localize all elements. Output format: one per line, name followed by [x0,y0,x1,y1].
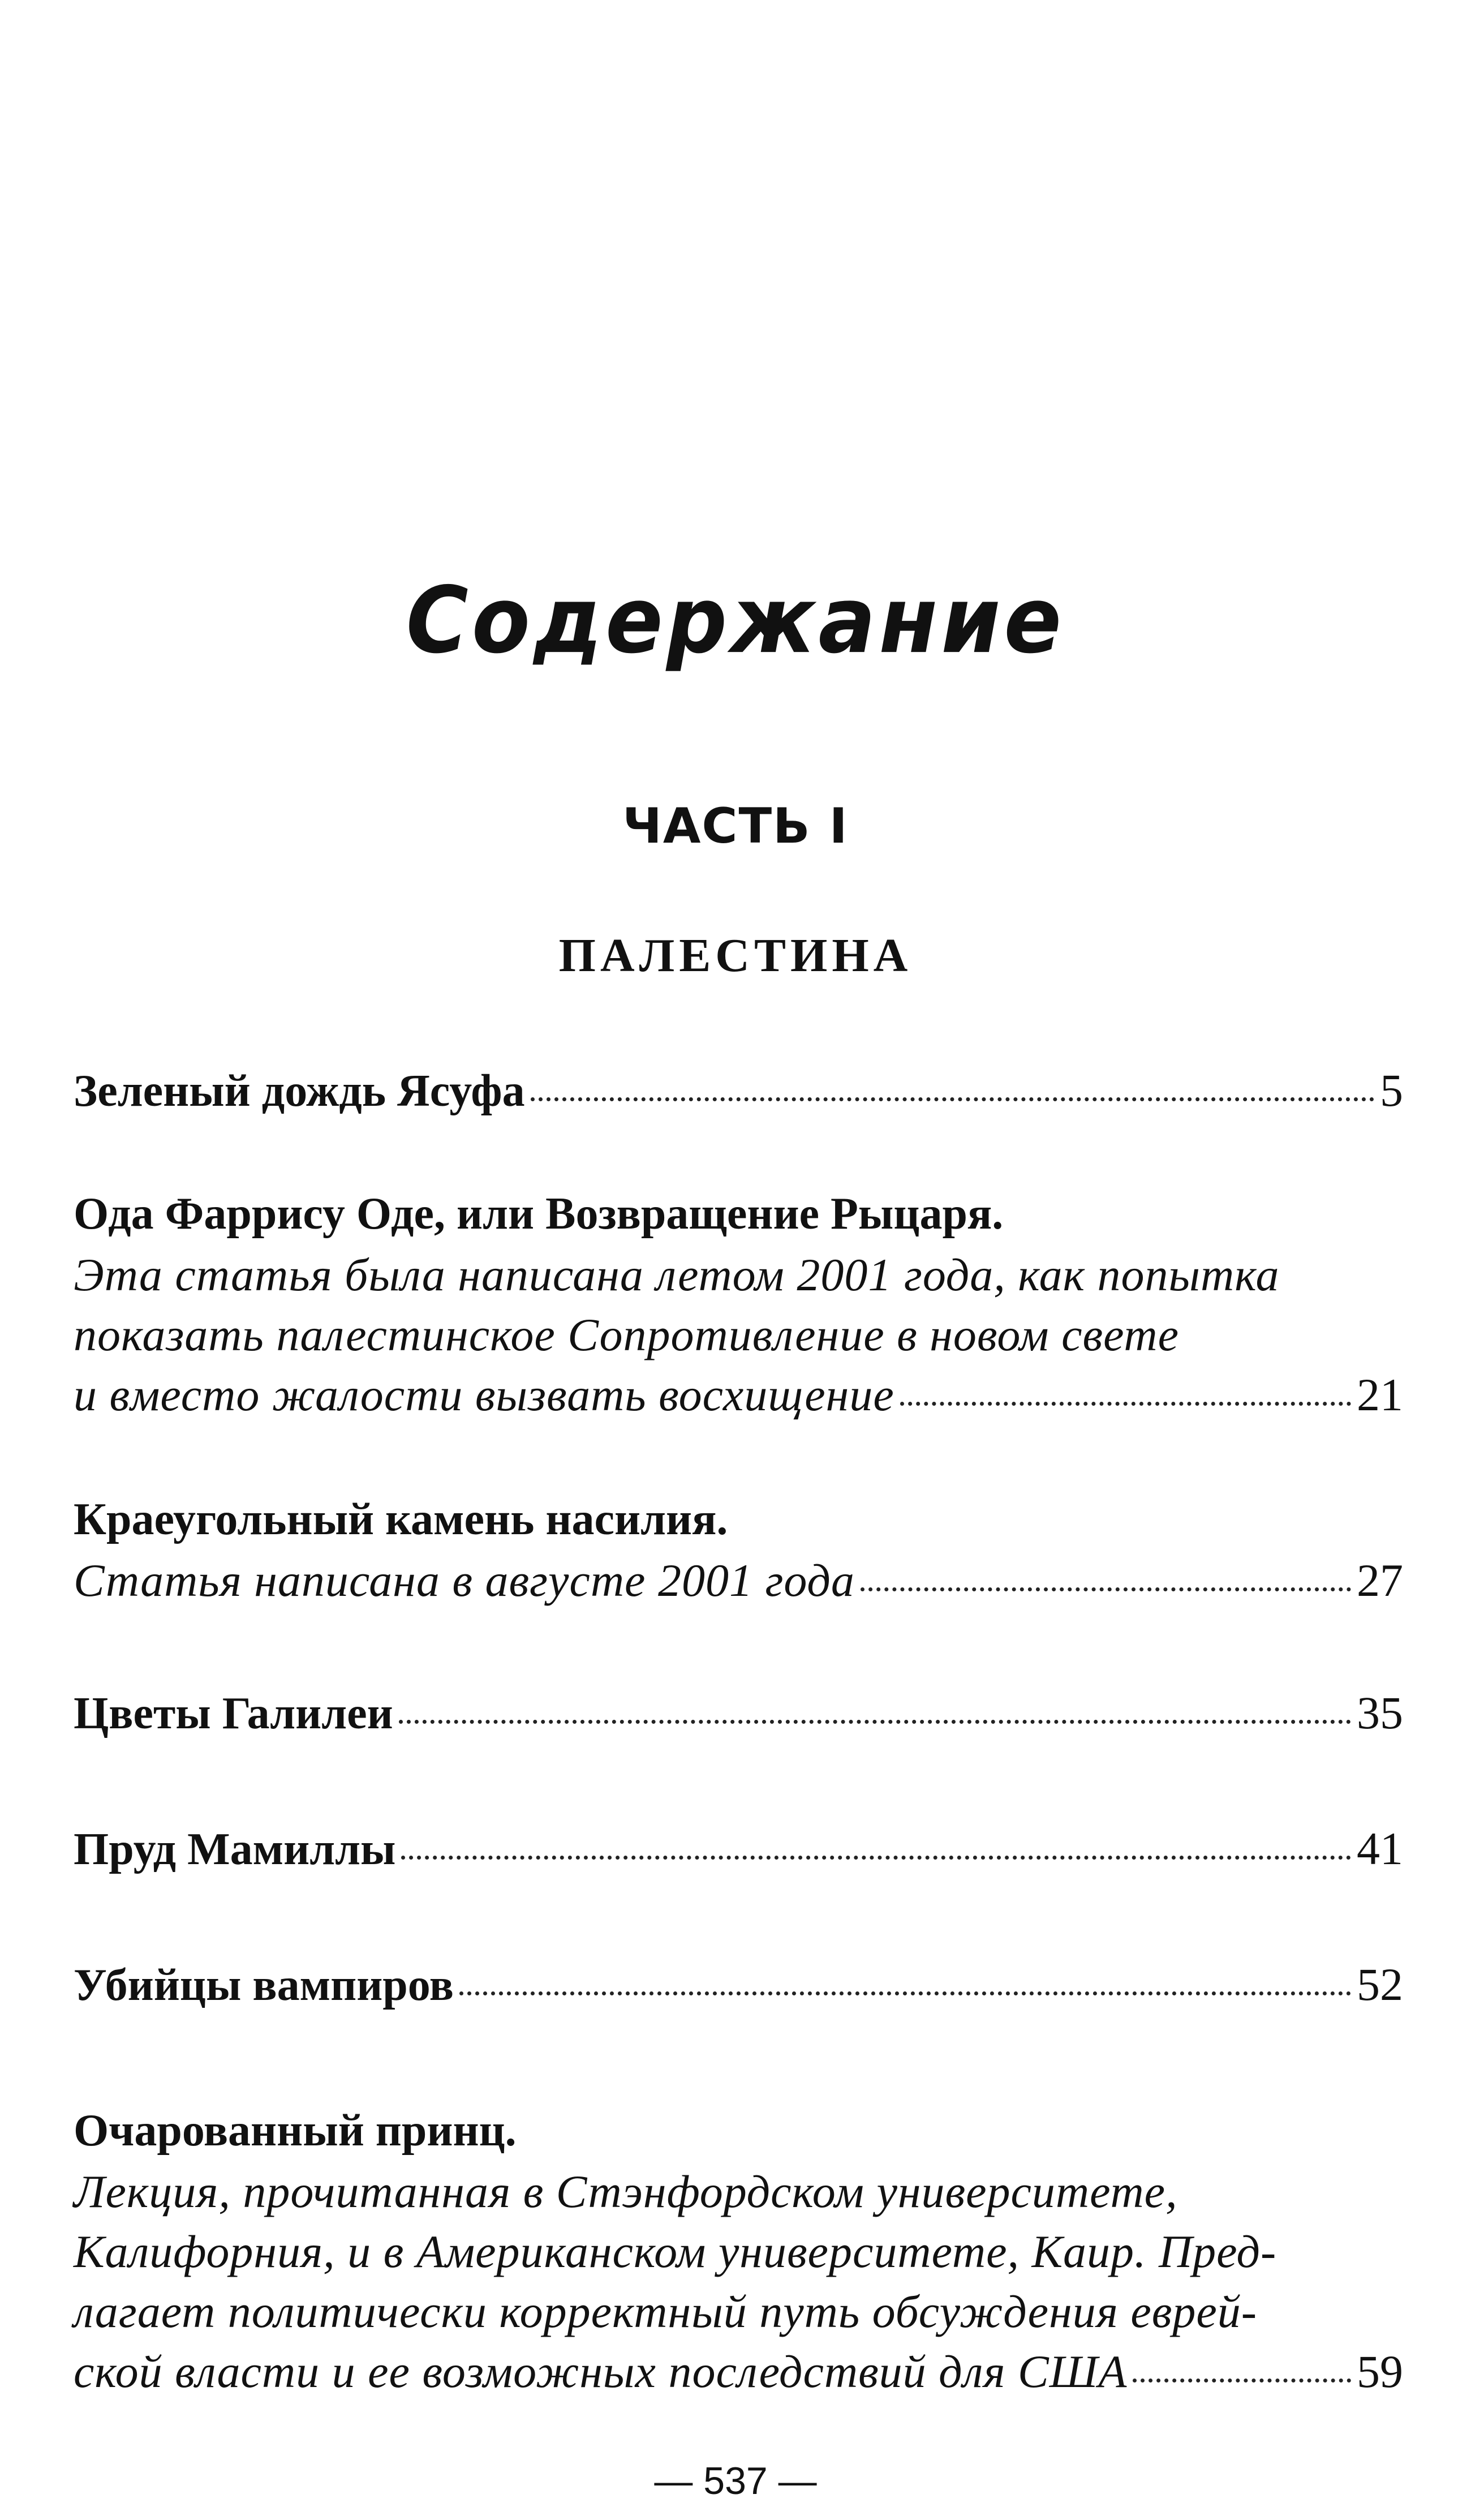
dot-leader [531,1097,1374,1101]
toc-entry-line [74,2105,1403,2165]
toc-entry-title: Зеленый дождь Ясуфа [74,1066,525,1116]
toc-entry-line [74,1188,1403,1248]
toc-entry-title: Пруд Мамиллы [74,1824,396,1874]
toc-entry [74,1494,1403,1614]
toc-entry-description-line: показать палестинское Сопротивление в новом свете [74,1309,1180,1360]
dot-leader [459,1991,1351,1995]
dot-leader [900,1402,1351,1406]
toc-entry-description-line: Эта статья была написана летом 2001 года, как попытка [74,1249,1280,1300]
dot-leader [399,1720,1351,1724]
page-number-footer: — 537 — [654,2459,817,2502]
toc-entry-line [74,1686,1403,1746]
section-heading: ПАЛЕСТИНА [558,929,913,982]
toc-entry [74,1822,1403,1882]
toc-entry-title: Ода Фаррису Оде, или Возвращение Рыцаря. [74,1189,1004,1239]
toc-entry-title: Цветы Галилеи [74,1689,393,1738]
toc-page-number: 27 [1357,1555,1403,1606]
toc-entry [74,1686,1403,1746]
toc-entry-description-line: и вместо жалости вызвать восхищение 21 [74,1369,1403,1420]
toc-entry-description-line: лагает политически корректный путь обсуждения еврей- [74,2286,1258,2337]
toc-page-number: 52 [1357,1959,1403,2010]
part-heading: ЧАСТЬ I [622,798,849,855]
dot-leader [1133,2379,1351,2382]
page-title: Содержание [406,568,1065,674]
toc-page-number: 21 [1357,1369,1403,1420]
toc-entry-description-line: Калифорния, и в Американском университете, Каир. Пред- [74,2226,1277,2277]
toc-entry-line [74,1958,1403,2018]
toc-entry-description-line: ской власти и ее возможных последствий для США 59 [74,2346,1403,2397]
toc-entry-title: Очарованный принц. [74,2106,517,2156]
toc-page-number: 41 [1357,1823,1403,1874]
toc-entry-line [74,1822,1403,1882]
toc-entry-line [74,1494,1403,1554]
toc-page-number: 5 [1380,1064,1403,1116]
toc-entry [74,1958,1403,2018]
toc-page-number: 35 [1357,1687,1403,1738]
toc-entry-title: Краеугольный камень насилия. [74,1495,728,1544]
dot-leader [861,1587,1351,1591]
toc-entry [74,1064,1403,1124]
toc-entry-description-line: Лекция, прочитанная в Стэнфордском университете, [74,2166,1178,2217]
dot-leader [401,1856,1351,1860]
toc-entry [74,1188,1403,1428]
toc-entry [74,2105,1403,2405]
toc-entry-title: Убийцы вампиров [74,1960,454,2010]
toc-page-number: 59 [1357,2346,1403,2397]
toc-entry-line [74,1064,1403,1124]
toc-entry-description-line: Статья написана в августе 2001 года 27 [74,1555,1403,1606]
